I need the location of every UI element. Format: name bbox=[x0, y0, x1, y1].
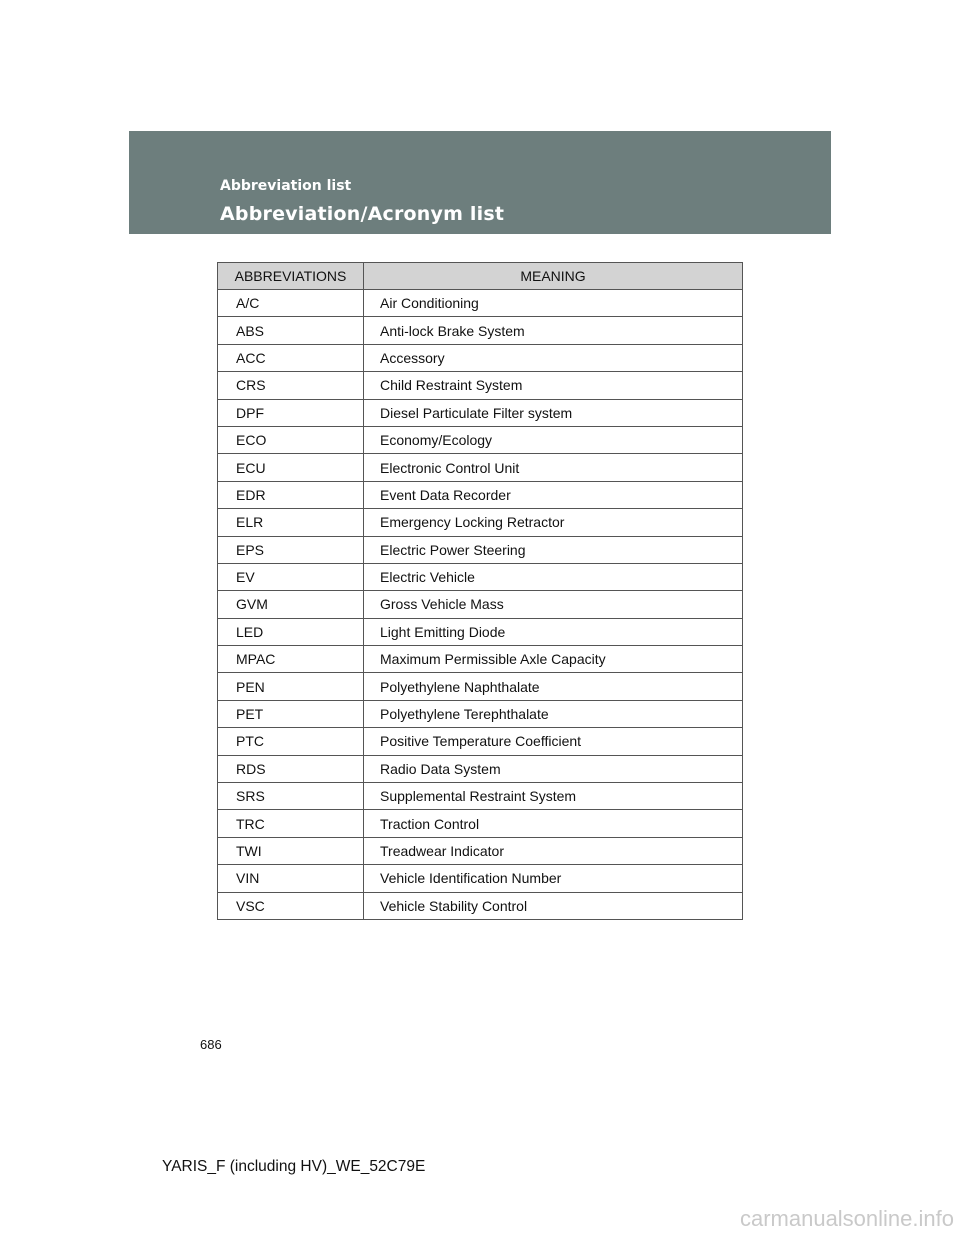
meaning-cell: Gross Vehicle Mass bbox=[364, 591, 743, 618]
abbreviation-cell: PEN bbox=[218, 673, 364, 700]
meaning-cell: Electronic Control Unit bbox=[364, 454, 743, 481]
table-row bbox=[218, 865, 743, 892]
column-header-abbreviations: ABBREVIATIONS bbox=[218, 263, 364, 290]
abbreviation-cell: ABS bbox=[218, 317, 364, 344]
meaning-cell: Supplemental Restraint System bbox=[364, 783, 743, 810]
meaning-cell: Diesel Particulate Filter system bbox=[364, 399, 743, 426]
meaning-cell: Air Conditioning bbox=[364, 290, 743, 317]
table-row bbox=[218, 618, 743, 645]
abbreviation-cell: VIN bbox=[218, 865, 364, 892]
table-row bbox=[218, 509, 743, 536]
meaning-cell: Child Restraint System bbox=[364, 372, 743, 399]
table-row bbox=[218, 536, 743, 563]
table-row bbox=[218, 591, 743, 618]
abbreviation-cell: PET bbox=[218, 700, 364, 727]
column-header-meaning: MEANING bbox=[364, 263, 743, 290]
abbreviation-cell: ECO bbox=[218, 426, 364, 453]
document-id: YARIS_F (including HV)_WE_52C79E bbox=[162, 1158, 426, 1175]
meaning-cell: Treadwear Indicator bbox=[364, 837, 743, 864]
page-number: 686 bbox=[200, 1037, 222, 1052]
abbreviation-cell: PTC bbox=[218, 728, 364, 755]
page-title: Abbreviation/Acronym list bbox=[220, 203, 505, 225]
meaning-cell: Maximum Permissible Axle Capacity bbox=[364, 646, 743, 673]
table-row bbox=[218, 426, 743, 453]
meaning-cell: Radio Data System bbox=[364, 755, 743, 782]
abbreviation-table bbox=[217, 262, 743, 920]
table-row bbox=[218, 372, 743, 399]
meaning-cell: Accessory bbox=[364, 344, 743, 371]
meaning-cell: Traction Control bbox=[364, 810, 743, 837]
table-row bbox=[218, 673, 743, 700]
abbreviation-cell: ACC bbox=[218, 344, 364, 371]
table-row bbox=[218, 810, 743, 837]
meaning-cell: Event Data Recorder bbox=[364, 481, 743, 508]
table-row bbox=[218, 344, 743, 371]
abbreviation-cell: DPF bbox=[218, 399, 364, 426]
abbreviation-cell: VSC bbox=[218, 892, 364, 919]
table-row bbox=[218, 563, 743, 590]
abbreviation-cell: EDR bbox=[218, 481, 364, 508]
table-row bbox=[218, 783, 743, 810]
table-row bbox=[218, 728, 743, 755]
abbreviation-cell: EPS bbox=[218, 536, 364, 563]
header-band bbox=[129, 131, 831, 234]
meaning-cell: Positive Temperature Coefficient bbox=[364, 728, 743, 755]
table-header-row bbox=[218, 263, 743, 290]
meaning-cell: Anti-lock Brake System bbox=[364, 317, 743, 344]
table-row bbox=[218, 700, 743, 727]
abbreviation-cell: A/C bbox=[218, 290, 364, 317]
meaning-cell: Emergency Locking Retractor bbox=[364, 509, 743, 536]
table-row bbox=[218, 481, 743, 508]
watermark: carmanualsonline.info bbox=[739, 1206, 954, 1231]
meaning-cell: Polyethylene Naphthalate bbox=[364, 673, 743, 700]
meaning-cell: Electric Power Steering bbox=[364, 536, 743, 563]
meaning-cell: Electric Vehicle bbox=[364, 563, 743, 590]
abbreviation-cell: TRC bbox=[218, 810, 364, 837]
abbreviation-cell: LED bbox=[218, 618, 364, 645]
section-label: Abbreviation list bbox=[220, 178, 352, 194]
table-row bbox=[218, 317, 743, 344]
meaning-cell: Polyethylene Terephthalate bbox=[364, 700, 743, 727]
abbreviation-cell: GVM bbox=[218, 591, 364, 618]
table-row bbox=[218, 755, 743, 782]
meaning-cell: Vehicle Stability Control bbox=[364, 892, 743, 919]
abbreviation-cell: ECU bbox=[218, 454, 364, 481]
table-row bbox=[218, 454, 743, 481]
abbreviation-cell: MPAC bbox=[218, 646, 364, 673]
table-row bbox=[218, 646, 743, 673]
table-row bbox=[218, 837, 743, 864]
meaning-cell: Light Emitting Diode bbox=[364, 618, 743, 645]
table-body bbox=[218, 290, 743, 920]
abbreviation-cell: ELR bbox=[218, 509, 364, 536]
abbreviation-cell: TWI bbox=[218, 837, 364, 864]
abbreviation-cell: EV bbox=[218, 563, 364, 590]
table-row bbox=[218, 892, 743, 919]
table-row bbox=[218, 290, 743, 317]
abbreviation-cell: RDS bbox=[218, 755, 364, 782]
abbreviation-cell: SRS bbox=[218, 783, 364, 810]
table-row bbox=[218, 399, 743, 426]
meaning-cell: Vehicle Identification Number bbox=[364, 865, 743, 892]
meaning-cell: Economy/Ecology bbox=[364, 426, 743, 453]
abbreviation-cell: CRS bbox=[218, 372, 364, 399]
